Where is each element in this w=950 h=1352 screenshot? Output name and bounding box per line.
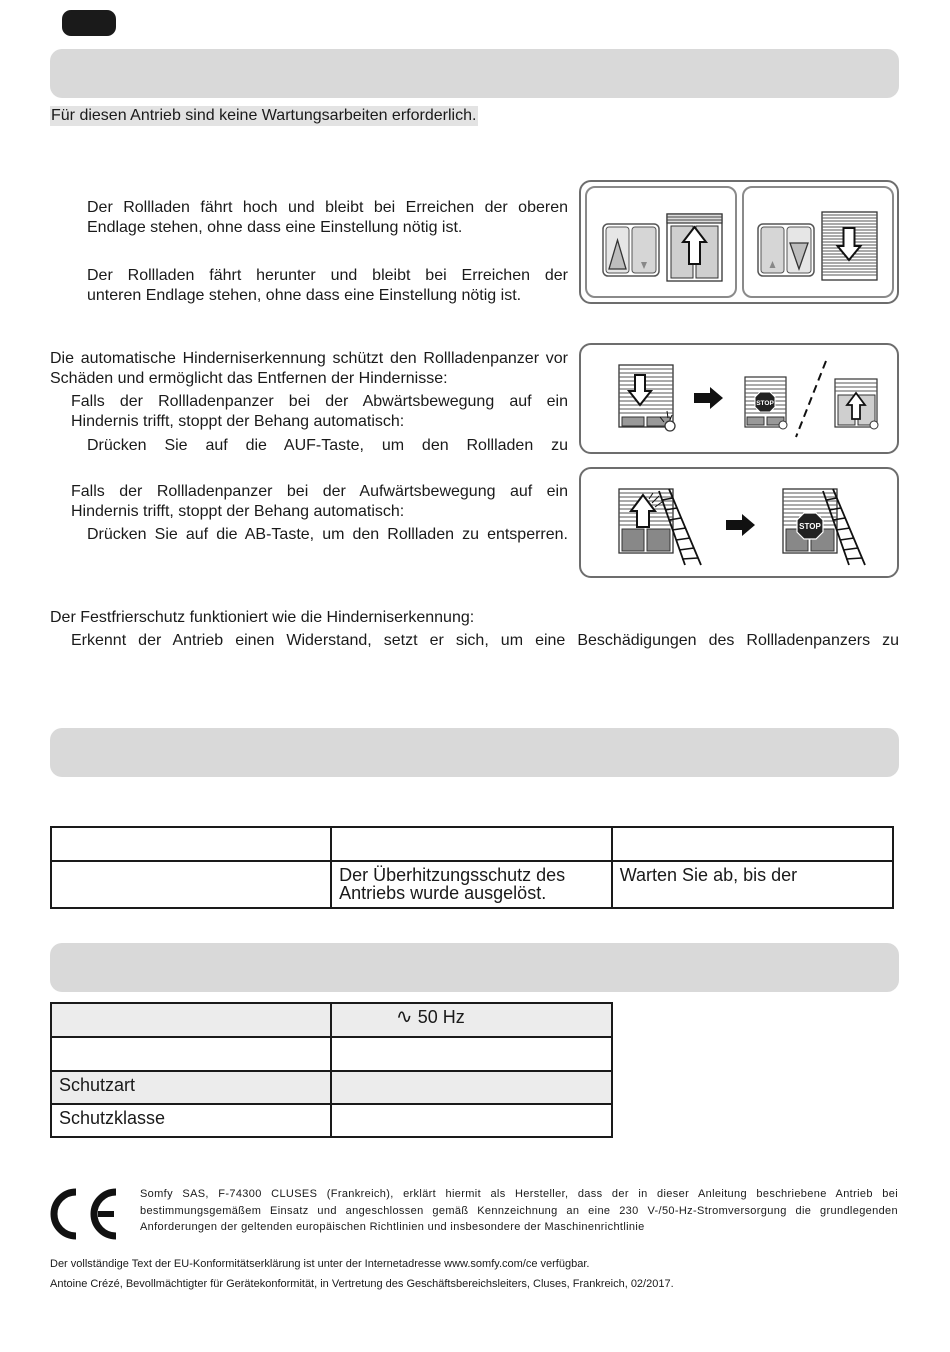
table-cell [612, 827, 893, 861]
maintenance-text: Für diesen Antrieb sind keine Wartungsarbeiten erforderlich. [51, 107, 477, 124]
stop-sign-label-2: STOP [799, 522, 821, 531]
table-row [51, 1071, 612, 1104]
section-bar-troubleshooting [50, 728, 899, 777]
ce-mark-icon [50, 1188, 122, 1240]
table-cell [51, 1003, 331, 1037]
obstacle-down-case-line1: Falls der Rollladenpanzer bei der Abwärtsbewegung auf ein [71, 393, 568, 410]
stop-sign-label: STOP [756, 400, 774, 407]
table-row [51, 827, 893, 861]
obstacle-down-action: Drücken Sie auf die AUF-Taste, um den Rollladen zu [87, 437, 568, 454]
table-cell [331, 1104, 612, 1137]
table-cell [51, 861, 331, 908]
obstacle-up-case-line2: Hindernis trifft, stoppt der Behang automatisch: [71, 503, 405, 520]
endpoint-up-line2: Endlage stehen, ohne dass eine Einstellung nötig ist. [87, 219, 463, 236]
down-illustration-panel [742, 186, 894, 298]
frequency-value: 50 Hz [417, 1007, 465, 1027]
endpoint-illustration [579, 180, 899, 304]
obstacle-down-illustration [579, 343, 899, 454]
endpoint-down-line2: unteren Endlage stehen, ohne dass eine Einstellung nötig ist. [87, 287, 522, 304]
table-row [51, 1104, 612, 1137]
freeze-intro: Der Festfrierschutz funktioniert wie die Hinderniserkennung: [50, 609, 475, 626]
table-cell [51, 1037, 331, 1071]
section-bar-technical-data [50, 943, 899, 992]
declaration-line1: Somfy SAS, F-74300 CLUSES (Frankreich), erklärt hiermit als Hersteller, dass der in dieser Anleitung beschriebene Antrieb bei [140, 1188, 898, 1200]
table-cell [331, 1003, 612, 1037]
table-cell [51, 1071, 331, 1104]
obstacle-intro-line1: Die automatische Hinderniserkennung schützt den Rollladenpanzer vor [50, 350, 568, 367]
declaration-line3: Anforderungen der geltenden europäischen Richtlinien und insbesondere der Maschinenrichtlinie [140, 1221, 645, 1233]
table-cell [331, 1037, 612, 1071]
section-bar-maintenance [50, 49, 899, 98]
table-cell [612, 861, 893, 908]
declaration-full-text: Der vollständige Text der EU-Konformitätserklärung ist unter der Internetadresse www.somfy.com/ce verfügbar. [50, 1258, 590, 1270]
table-cell [51, 827, 331, 861]
protection-rating-label: Schutzart [59, 1075, 136, 1095]
declaration-signature: Antoine Crézé, Bevollmächtigter für Gerätekonformität, in Vertretung des Geschäftsbereichsleiters, Cluses, Frankreich, 02/2017. [50, 1278, 674, 1290]
language-badge [62, 10, 116, 36]
table-cell [51, 1104, 331, 1137]
obstacle-up-action: Drücken Sie auf die AB-Taste, um den Rollladen zu entsperren. [87, 526, 568, 543]
endpoint-down-line1: Der Rollladen fährt herunter und bleibt bei Erreichen der [87, 267, 568, 284]
table-row [51, 861, 893, 908]
table-row [51, 1037, 612, 1071]
technical-data-table [50, 1002, 613, 1138]
up-remote-and-shutter-icon [587, 188, 735, 296]
obstacle-up-sequence-icon [581, 469, 897, 576]
table-cell [331, 1071, 612, 1104]
declaration-line2: bestimmungsgemäßem Einsatz und angeschlossen gemäß Kennzeichnung an eine 230 V-/50-Hz-Stromversorgung die grundlegenden [140, 1205, 898, 1217]
overheat-cause: Der Überhitzungsschutz des Antriebs wurde ausgelöst. [339, 865, 566, 903]
obstacle-up-illustration [579, 467, 899, 578]
obstacle-down-sequence-icon [581, 345, 897, 452]
overheat-remedy: Warten Sie ab, bis der [619, 865, 798, 885]
table-row [51, 1003, 612, 1037]
freeze-detail: Erkennt der Antrieb einen Widerstand, setzt er sich, um eine Beschädigungen des Rollladenpanzers zu [71, 632, 899, 649]
endpoint-up-line1: Der Rollladen fährt hoch und bleibt bei Erreichen der oberen [87, 199, 568, 216]
up-illustration-panel [585, 186, 737, 298]
obstacle-down-case-line2: Hindernis trifft, stoppt der Behang automatisch: [71, 413, 405, 430]
table-cell [331, 827, 612, 861]
table-cell [331, 861, 612, 908]
down-remote-and-shutter-icon [744, 188, 892, 296]
obstacle-intro-line2: Schäden und ermöglicht das Entfernen der Hindernisse: [50, 370, 448, 387]
ac-voltage-icon: ∿ [395, 1006, 413, 1028]
troubleshooting-table [50, 826, 894, 909]
obstacle-up-case-line1: Falls der Rollladenpanzer bei der Aufwärtsbewegung auf ein [71, 483, 568, 500]
protection-class-label: Schutzklasse [59, 1108, 166, 1128]
